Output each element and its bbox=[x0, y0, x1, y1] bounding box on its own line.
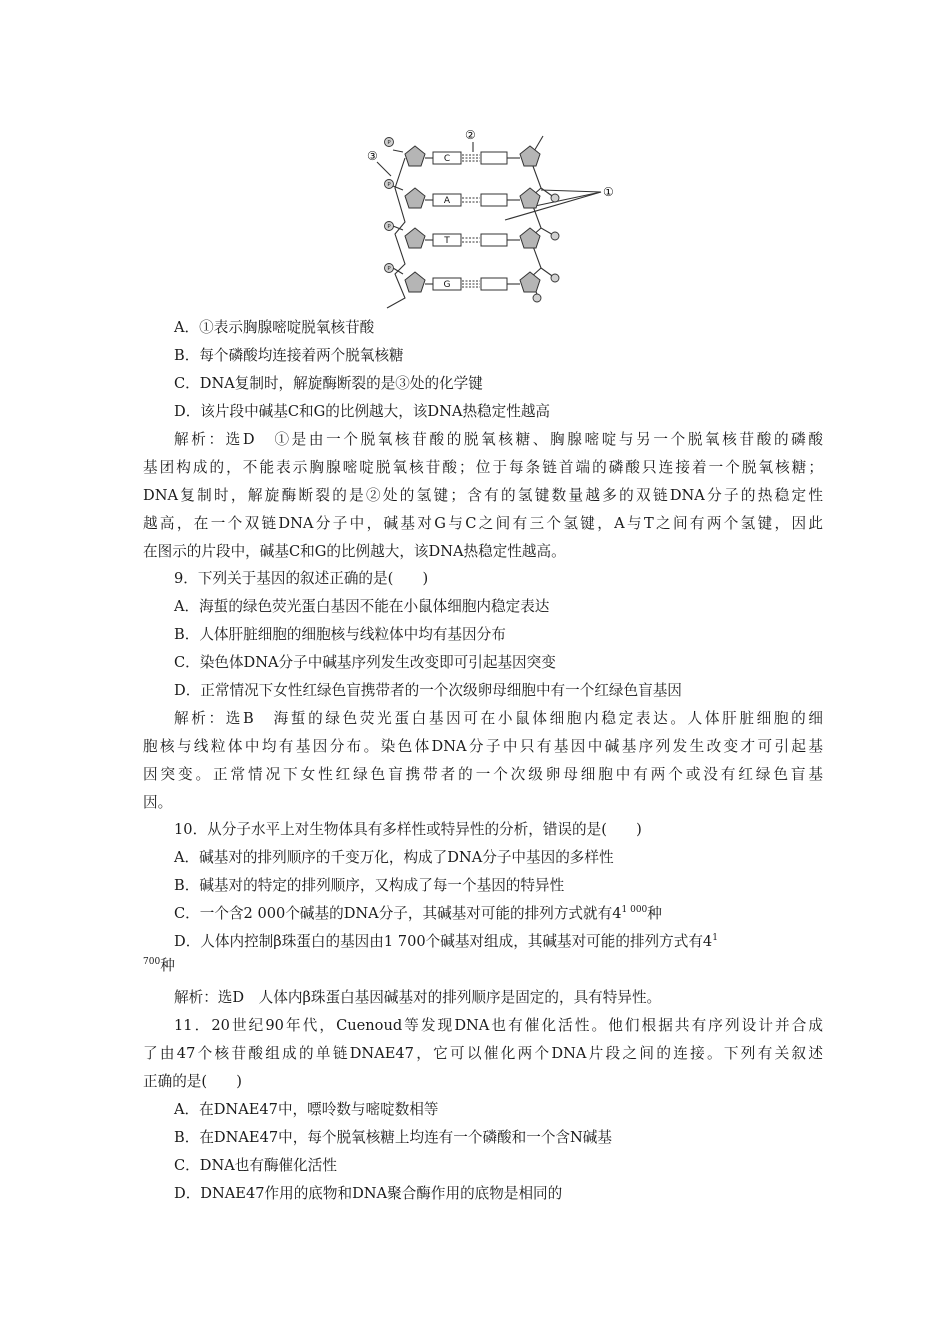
dna-structure-figure bbox=[365, 128, 635, 310]
q10-option-d-exponent-cont: 700 bbox=[143, 957, 161, 967]
q8-explanation-line: 解析：选D ①是由一个脱氧核苷酸的脱氧核糖、胸腺嘧啶与另一个脱氧核苷酸的磷酸 bbox=[174, 431, 823, 448]
base-label-a: A bbox=[443, 196, 451, 206]
q9-explanation-line: 因突变。正常情况下女性红绿色盲携带者的一个次级卵母细胞中有两个或没有红绿色盲基 bbox=[143, 766, 823, 783]
q11-option-a: A．在DNAE47中，嘌呤数与嘧啶数相等 bbox=[174, 1101, 439, 1118]
q9-explanation-line: 解析：选B 海蜇的绿色荧光蛋白基因可在小鼠体细胞内稳定表达。人体肝脏细胞的细 bbox=[174, 710, 823, 727]
q9-option-c: C．染色体DNA分子中碱基序列发生改变即可引起基因突变 bbox=[174, 654, 556, 671]
q10-option-a: A．碱基对的排列顺序的千变万化，构成了DNA分子中基因的多样性 bbox=[174, 849, 614, 866]
base-label-t: T bbox=[444, 236, 450, 246]
phosphate-label: P bbox=[387, 182, 391, 188]
q10-stem: 10．从分子水平上对生物体具有多样性或特异性的分析，错误的是( ) bbox=[174, 821, 642, 838]
base-label-g: G bbox=[443, 280, 451, 290]
q11-stem-line: 11．20世纪90年代，Cuenoud等发现DNA也有催化活性。他们根据共有序列设计并合成 bbox=[174, 1017, 823, 1034]
q9-option-d: D．正常情况下女性红绿色盲携带者的一个次级卵母细胞中有一个红绿色盲基因 bbox=[174, 682, 682, 699]
figure-label-2: ② bbox=[465, 128, 476, 142]
q10-option-d-cont bbox=[143, 956, 823, 976]
q10-option-c-exponent: 1 000 bbox=[621, 905, 648, 915]
q10-option-c-text: C．一个含2 000个碱基的DNA分子，其碱基对可能的排列方式就有4 bbox=[174, 905, 622, 922]
q10-option-d-exponent: 1 bbox=[712, 933, 718, 943]
base-label-c: C bbox=[443, 154, 451, 164]
phosphate-label: P bbox=[387, 140, 391, 146]
q10-option-c-tail: 种 bbox=[647, 905, 662, 922]
q8-explanation-line: DNA复制时，解旋酶断裂的是②处的氢键；含有的氢键数量越多的双链DNA分子的热稳定性 bbox=[143, 487, 823, 504]
q8-option-c: C．DNA复制时，解旋酶断裂的是③处的化学键 bbox=[174, 375, 483, 392]
q10-option-b: B．碱基对的特定的排列顺序，又构成了每一个基因的特异性 bbox=[174, 877, 565, 894]
q11-stem-line: 了由47个核苷酸组成的单链DNAE47，它可以催化两个DNA片段之间的连接。下列有关叙述 bbox=[143, 1045, 823, 1062]
phosphate-label: P bbox=[387, 266, 391, 272]
q8-option-a: A．①表示胸腺嘧啶脱氧核苷酸 bbox=[174, 319, 375, 336]
q10-option-d-text: D．人体内控制β珠蛋白的基因由1 700个碱基对组成，其碱基对可能的排列方式有4 bbox=[174, 933, 713, 950]
q9-explanation-line: 因。 bbox=[143, 794, 173, 811]
q8-explanation-line: 在图示的片段中，碱基C和G的比例越大，该DNA热稳定性越高。 bbox=[143, 543, 566, 560]
q11-option-b: B．在DNAE47中，每个脱氧核糖上均连有一个磷酸和一个含N碱基 bbox=[174, 1129, 612, 1146]
q8-option-b: B．每个磷酸均连接着两个脱氧核糖 bbox=[174, 347, 404, 364]
q10-explanation: 解析：选D 人体内β珠蛋白基因碱基对的排列顺序是固定的，具有特异性。 bbox=[174, 989, 662, 1006]
figure-label-1: ① bbox=[603, 185, 614, 199]
q10-option-c bbox=[174, 904, 854, 924]
q9-stem: 9．下列关于基因的叙述正确的是( ) bbox=[174, 570, 429, 587]
q8-option-d: D．该片段中碱基C和G的比例越大，该DNA热稳定性越高 bbox=[174, 403, 551, 420]
q9-option-a: A．海蜇的绿色荧光蛋白基因不能在小鼠体细胞内稳定表达 bbox=[174, 598, 550, 615]
q9-option-b: B．人体肝脏细胞的细胞核与线粒体中均有基因分布 bbox=[174, 626, 506, 643]
q10-option-d-tail: 种 bbox=[160, 957, 175, 974]
q9-explanation-line: 胞核与线粒体中均有基因分布。染色体DNA分子中只有基因中碱基序列发生改变才可引起基 bbox=[143, 738, 823, 755]
q10-option-d bbox=[174, 932, 854, 952]
q11-option-d: D．DNAE47作用的底物和DNA聚合酶作用的底物是相同的 bbox=[174, 1185, 563, 1202]
q11-stem-line: 正确的是( ) bbox=[143, 1073, 242, 1090]
q8-explanation-line: 越高，在一个双链DNA分子中，碱基对G与C之间有三个氢键，A与T之间有两个氢键，因此 bbox=[143, 515, 823, 532]
q11-option-c: C．DNA也有酶催化活性 bbox=[174, 1157, 337, 1174]
q8-explanation-line: 基团构成的，不能表示胸腺嘧啶脱氧核苷酸；位于每条链首端的磷酸只连接着一个脱氧核糖； bbox=[143, 459, 823, 476]
phosphate-label: P bbox=[387, 224, 391, 230]
figure-label-3: ③ bbox=[367, 149, 378, 163]
